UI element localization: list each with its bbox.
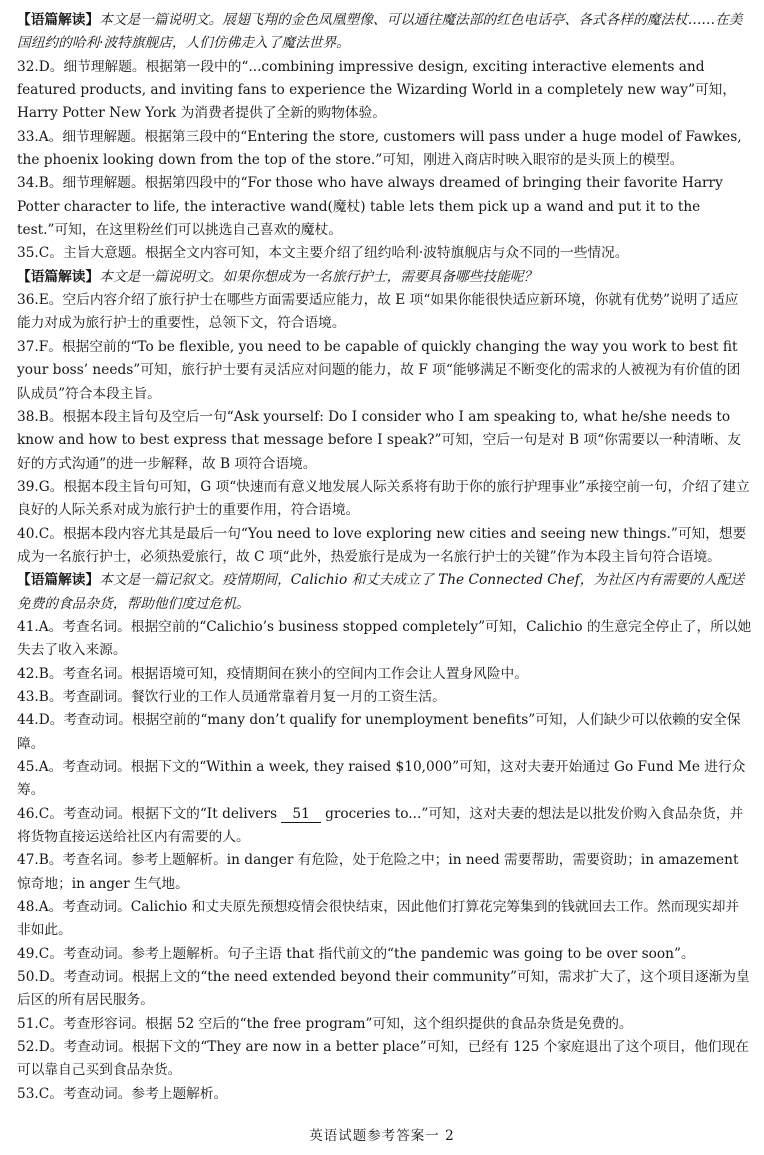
passage-analysis-text: 本文是一篇说明文。展翅飞翔的金色凤凰塑像、可以通往魔法部的红色电话亭、各式各样的魔法杖……在美国纽约的哈利·波特旗舰店，人们仿佛走入了魔法世界。	[17, 12, 743, 52]
answer-item-36	[17, 289, 752, 336]
answer-item-49	[17, 943, 752, 966]
passage-analysis-text: 本文是一篇说明文。如果你想成为一名旅行护士，需要具备哪些技能呢？	[99, 268, 538, 285]
answer-explanation: 考查动词。根据下文的“Within a week, they raised $10,000”可知，这对夫妻开始通过 Go Fund Me 进行众筹。	[17, 759, 746, 799]
answer-explanation: 考查动词。根据下文的“They are now in a better place”可知，已经有 125 个家庭退出了这个项目，他们现在可以靠自己买到食品杂货。	[17, 1039, 749, 1079]
answer-item-48	[17, 896, 752, 943]
answer-explanation: 根据本段主旨句可知，G 项“快速而有意义地发展人际关系将有助于你的旅行护理事业”承接空前一句，介绍了建立良好的人际关系对成为旅行护士的重要作用，符合语境。	[17, 478, 750, 519]
page-footer: 英语试题参考答案一 2	[309, 1128, 455, 1144]
answer-item-33	[17, 126, 752, 173]
answer-number: 52.D。	[17, 1039, 64, 1056]
answer-item-39	[17, 476, 752, 523]
answer-number: 32.D。	[17, 58, 64, 75]
answer-item-45	[17, 756, 752, 803]
answer-number: 38.B。	[17, 408, 63, 425]
answer-item-51	[17, 1013, 752, 1036]
answer-explanation-before: 考查动词。根据下文的“It delivers	[62, 805, 278, 822]
answer-explanation: 考查动词。Calichio 和丈夫原先预想疫情会很快结束，因此他们打算花完筹集到的钱就回去工作。然而现实却并非如此。	[17, 899, 740, 939]
answer-number: 34.B。	[17, 175, 63, 192]
answer-explanation: 根据本段内容尤其是最后一句“You need to love exploring new cities and seeing new things.”可知，想要成为一名旅行护士，必须热爱旅行，故 C 项“此外，热爱旅行是成为一名旅行护士的关键”作为本段主旨句符合语境。	[17, 525, 747, 565]
answer-explanation-after: groceries to...”可知，这对夫妻的想法是以批发价购入食品杂货，并将货物直接运送给社区内有需要的人。	[17, 805, 744, 846]
answer-number: 37.F。	[17, 338, 62, 355]
answer-key-page	[17, 9, 752, 1106]
answer-item-52	[17, 1036, 752, 1083]
answer-item-53	[17, 1083, 752, 1106]
answer-number: 46.C。	[17, 805, 63, 822]
answer-item-32	[17, 56, 752, 126]
answer-number: 49.C。	[17, 945, 63, 962]
answer-number: 39.G。	[17, 478, 64, 495]
answer-number: 51.C。	[17, 1015, 63, 1032]
answer-explanation: 根据空前的“To be flexible, you need to be capable of quickly changing the way you work to best fit your boss’ needs”可知，旅行护士要有灵活应对问题的能力，故 F 项“能够满足不断变化的需求的人被视为有价值的团队成员”符合本段主旨。	[17, 338, 741, 402]
answer-explanation: 考查形容词。根据 52 空后的“the free program”可知，这个组织提供的食品杂货是免费的。	[62, 1015, 633, 1032]
answer-item-37	[17, 336, 752, 406]
passage-analysis-text: 本文是一篇记叙文。疫情期间，Calichio 和丈夫成立了 The Connected Chef，为社区内有需要的人配送免费的食品杂货，帮助他们度过危机。	[17, 572, 745, 612]
answer-number: 47.B。	[17, 852, 63, 869]
passage-analysis-1	[17, 9, 752, 56]
answer-explanation: 考查动词。根据上文的“the need extended beyond their community”可知，需求扩大了，这个项目逐渐为皇后区的所有居民服务。	[17, 969, 750, 1009]
answer-explanation: 细节理解题。根据第三段中的“Entering the store, customers will pass under a huge model of Fawkes, the phoenix looking down from the top of the store.”可知，刚进入商店时映入眼帘的是头顶上的模型。	[17, 128, 742, 169]
answer-item-47	[17, 849, 752, 896]
answer-item-44	[17, 709, 752, 756]
passage-analysis-3	[17, 569, 752, 616]
answer-explanation: 考查动词。参考上题解析。句子主语 that 指代前文的“the pandemic was going to be over soon”。	[62, 945, 695, 962]
answer-number: 33.A。	[17, 128, 63, 145]
answer-item-34	[17, 172, 752, 242]
passage-analysis-2	[17, 266, 752, 289]
answer-explanation: 考查名词。参考上题解析。in danger 有危险，处于危险之中；in need 需要帮助，需要资助；in amazement 惊奇地；in anger 生气地。	[17, 852, 739, 892]
answer-item-46	[17, 803, 752, 850]
answer-explanation: 细节理解题。根据第四段中的“For those who have always dreamed of bringing their favorite Harry Potter character to life, the interactive wand(魔杖) table lets them pick up a wand and put it to the test.”可知，在这里粉丝们可以挑选自己喜欢的魔杖。	[17, 175, 723, 239]
answer-item-40	[17, 523, 752, 570]
answer-explanation: 细节理解题。根据第一段中的“...combining impressive design, exciting interactive elements and featured products, and inviting fans to experience the Wizarding World in a completely new way”可知，Harry Potter New York 为消费者提供了全新的购物体验。	[17, 58, 737, 122]
passage-analysis-tag: 【语篇解读】	[17, 572, 100, 589]
answer-number: 36.E。	[17, 292, 63, 309]
passage-analysis-tag: 【语篇解读】	[17, 268, 100, 285]
answer-explanation: 考查动词。参考上题解析。	[62, 1085, 228, 1102]
answer-explanation: 考查副词。餐饮行业的工作人员通常靠着月复一月的工资生活。	[62, 688, 446, 705]
answer-number: 43.B。	[17, 688, 63, 705]
answer-item-50	[17, 966, 752, 1013]
answer-explanation: 考查动词。根据空前的“many don’t qualify for unemployment benefits”可知，人们缺少可以依赖的安全保障。	[17, 712, 741, 752]
answer-explanation: 空后内容介绍了旅行护士在哪些方面需要适应能力，故 E 项“如果你能很快适应新环境，你就有优势”说明了适应能力对成为旅行护士的重要性，总领下文，符合语境。	[17, 292, 739, 332]
answer-number: 41.A。	[17, 618, 63, 635]
passage-analysis-tag: 【语篇解读】	[17, 12, 100, 28]
answer-number: 35.C。	[17, 245, 63, 262]
answer-item-41	[17, 616, 752, 663]
answer-explanation: 考查名词。根据语境可知，疫情期间在狭小的空间内工作会让人置身风险中。	[62, 665, 528, 682]
blank-number: 51	[281, 806, 321, 823]
answer-number: 45.A。	[17, 759, 63, 775]
answer-number: 50.D。	[17, 969, 64, 986]
answer-explanation: 主旨大意题。根据全文内容可知，本文主要介绍了纽约哈利·波特旗舰店与众不同的一些情况。	[62, 245, 629, 262]
answer-item-42	[17, 663, 752, 686]
answer-item-43	[17, 686, 752, 709]
answer-number: 53.C。	[17, 1085, 63, 1102]
answer-item-38	[17, 406, 752, 476]
answer-number: 42.B。	[17, 665, 63, 682]
answer-number: 44.D。	[17, 712, 64, 729]
answer-explanation: 根据本段主旨句及空后一句“Ask yourself: Do I consider who I am speaking to, what he/she needs to know and how to best express that message before I speak?”可知，空后一句是对 B 项“你需要以一种清晰、友好的方式沟通”的进一步解释，故 B 项符合语境。	[17, 408, 742, 472]
answer-number: 40.C。	[17, 525, 63, 542]
answer-item-35	[17, 242, 752, 265]
answer-explanation: 考查名词。根据空前的“Calichio’s business stopped completely”可知，Calichio 的生意完全停止了，所以她失去了收入来源。	[17, 618, 752, 659]
answer-number: 48.A。	[17, 899, 63, 916]
